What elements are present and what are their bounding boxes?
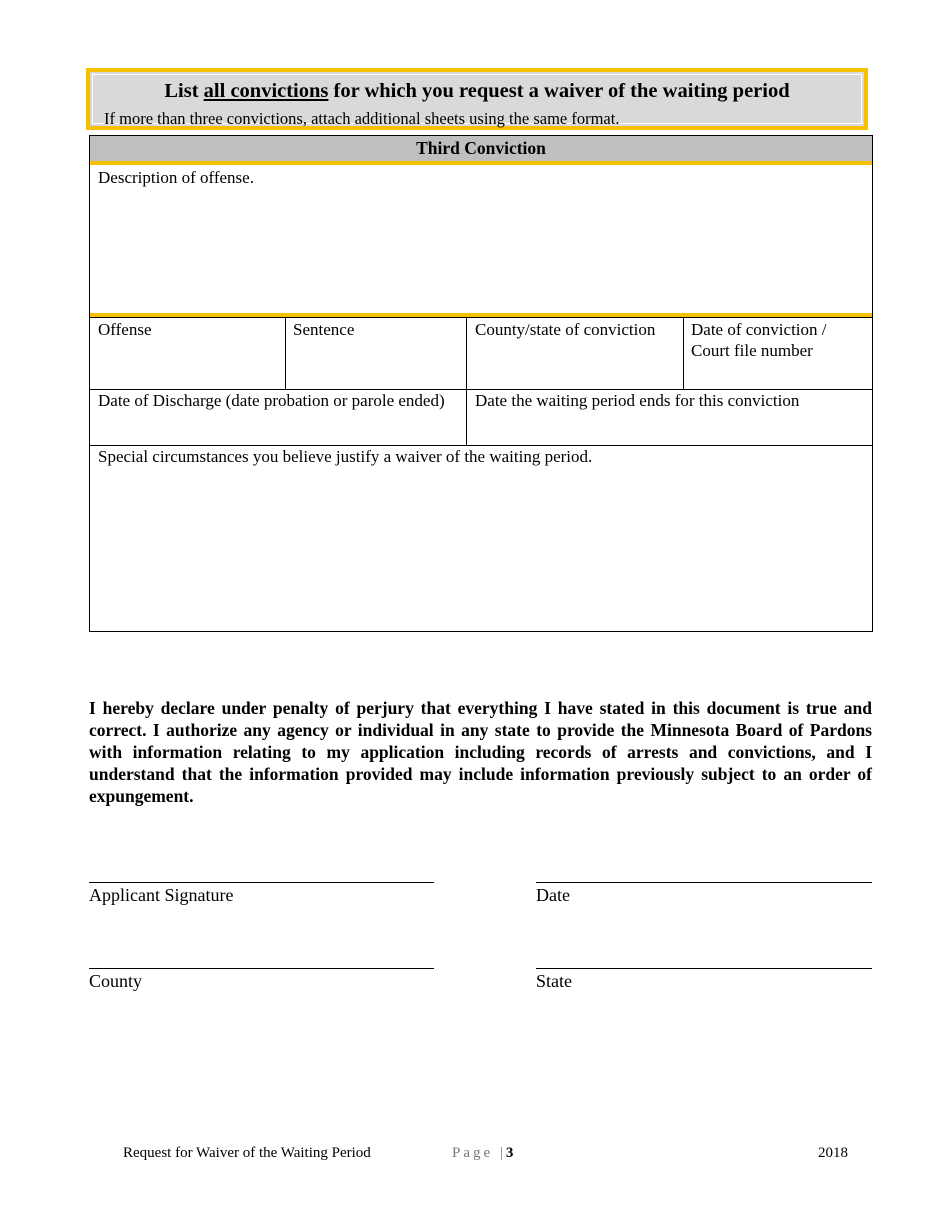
county-label: County (89, 971, 143, 991)
footer-page-label: Page | (452, 1145, 506, 1161)
section-title: Third Conviction (90, 136, 872, 161)
footer-document-title: Request for Waiver of the Waiting Period (123, 1145, 371, 1161)
date-label: Date (536, 885, 570, 905)
date-conviction-field[interactable] (691, 319, 827, 361)
state-label: State (536, 971, 572, 991)
header-title (93, 80, 861, 103)
row-divider (90, 317, 872, 318)
date-conviction-label: Date of conviction / (691, 320, 827, 339)
header-box (86, 68, 868, 130)
footer-page-value: 3 (505, 1145, 514, 1161)
conviction-form-table (89, 135, 873, 632)
county-state-field[interactable]: County/state of conviction (475, 320, 656, 339)
footer-page-number (452, 1145, 513, 1162)
declaration-text: I hereby declare under penalty of perjury that everything I have stated in this document is true and correct. I authorize any agency or individual in any state to provide the Minnesota Board of Pardons with information relating to my application including records of arrests and convictions, and I understand that the information provided may include information previously subject to an order of expungement. (89, 698, 872, 806)
offense-field[interactable]: Offense (98, 320, 152, 339)
col-divider-3 (683, 317, 684, 389)
gold-divider-top (90, 161, 872, 165)
title-prefix: List (164, 80, 204, 102)
special-circumstances-field[interactable]: Special circumstances you believe justify a waiver of the waiting period. (98, 447, 593, 466)
applicant-signature-label: Applicant Signature (89, 885, 234, 905)
header-subtitle: If more than three convictions, attach additional sheets using the same format. (104, 109, 620, 128)
date-line[interactable] (536, 882, 872, 883)
title-suffix: for which you request a waiver of the waiting period (328, 80, 790, 102)
applicant-signature-line[interactable] (89, 882, 434, 883)
court-file-label: Court file number (691, 341, 813, 360)
county-line[interactable] (89, 968, 434, 969)
waiting-period-end-field[interactable]: Date the waiting period ends for this conviction (475, 391, 800, 410)
footer-year: 2018 (818, 1145, 848, 1161)
description-field[interactable]: Description of offense. (98, 168, 254, 187)
state-line[interactable] (536, 968, 872, 969)
col-divider-2 (466, 317, 467, 445)
title-underlined: all convictions (203, 80, 329, 102)
date-discharge-field[interactable]: Date of Discharge (date probation or parole ended) (98, 391, 445, 410)
col-divider-1 (285, 317, 286, 389)
header-inner (92, 74, 862, 128)
sentence-field[interactable]: Sentence (293, 320, 355, 339)
